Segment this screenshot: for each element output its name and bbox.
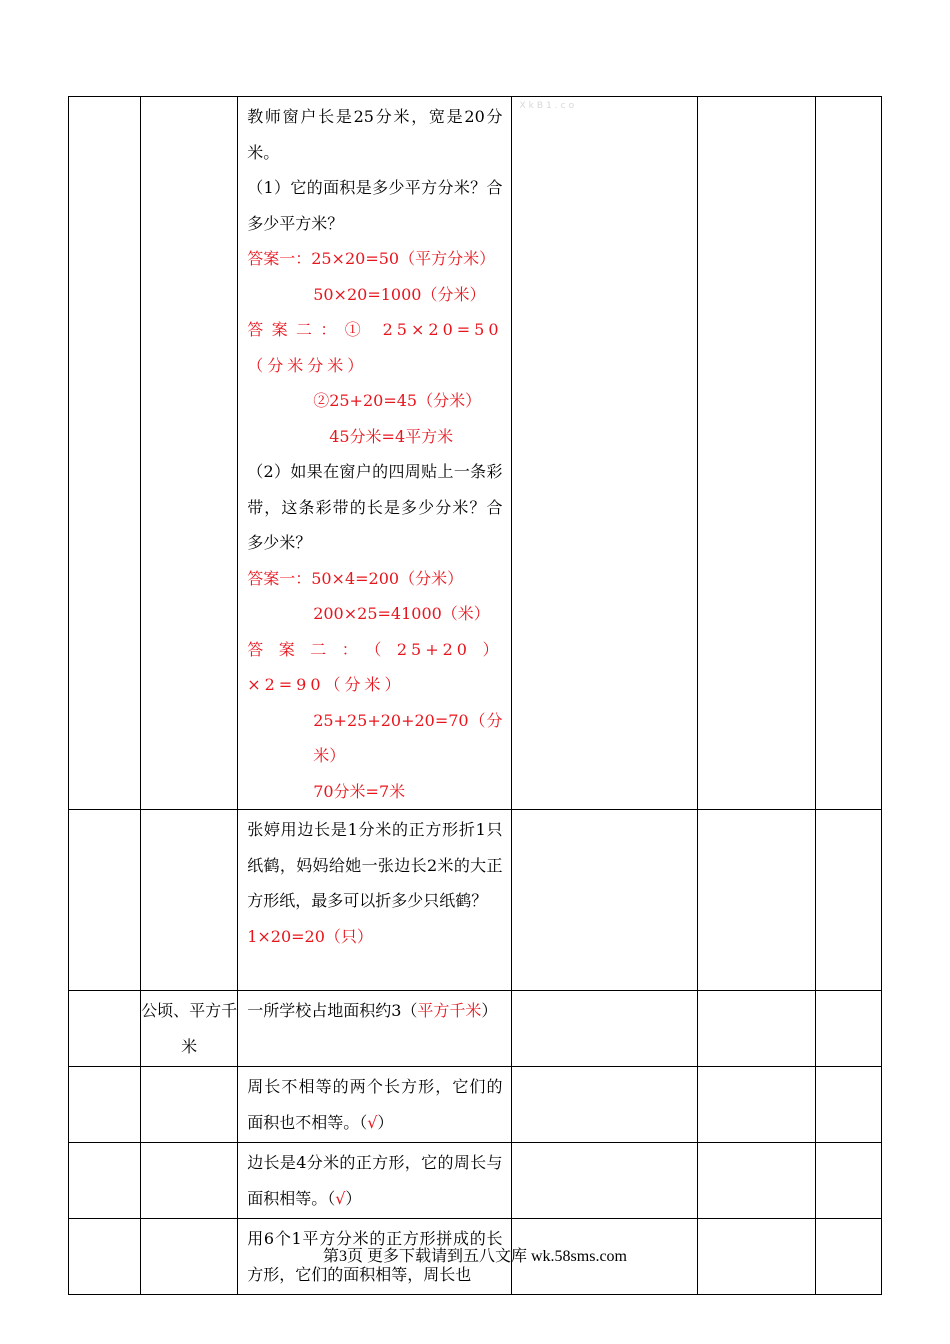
answer-line: 1×20=20（只） (247, 926, 373, 946)
table-cell (141, 810, 238, 991)
table-cell (815, 97, 881, 810)
question-suffix: ） (377, 1112, 394, 1132)
question-text (238, 810, 510, 954)
category-label: 公顷、平方千米 (141, 1001, 238, 1056)
worksheet-table (68, 96, 882, 1295)
table-cell (511, 1143, 697, 1219)
table-row (69, 991, 882, 1067)
table-cell (141, 1143, 238, 1219)
category-cell (141, 991, 238, 1067)
question-text (238, 1067, 510, 1140)
table-row (69, 1143, 882, 1219)
table-cell (511, 97, 697, 810)
table-cell (69, 810, 141, 991)
table-cell (69, 1143, 141, 1219)
answer-line: ②25+20=45（分米） (313, 391, 482, 410)
answer-line: 答案一：50×4=200（分米） (247, 568, 464, 588)
answer-line: 答案一：25×20=50（平方分米） (247, 249, 496, 268)
question-prefix: 周长不相等的两个长方形，它们的面积也不相等。（ (247, 1077, 503, 1132)
question-cell (238, 1067, 511, 1143)
question-cell (238, 810, 511, 991)
table-cell (815, 991, 881, 1067)
table-cell (69, 1067, 141, 1143)
question-prefix: 一所学校占地面积约3（ (247, 1001, 418, 1020)
answer-text: 平方千米 (417, 1001, 482, 1020)
page-footer: 第3页 更多下载请到五八文库 wk.58sms.com (322, 1248, 627, 1265)
question-prefix: 边长是4分米的正方形，它的周长与面积相等。（ (247, 1153, 503, 1208)
question-line: 教师窗户长是25分米，宽是20分米。 (247, 107, 503, 162)
answer-line: 50×20=1000（分米） (313, 284, 486, 304)
question-suffix: ） (345, 1188, 362, 1208)
watermark-text: XkB1.co (519, 101, 578, 111)
question-line: （1）它的面积是多少平方分米？合多少平方米？ (247, 178, 503, 233)
table-cell (697, 1067, 815, 1143)
table-cell (697, 1143, 815, 1219)
table-cell (697, 97, 815, 810)
answer-line: 45分米=4平方米 (329, 426, 454, 446)
question-text (238, 991, 510, 1029)
table-row (69, 1067, 882, 1143)
table-cell (815, 1067, 881, 1143)
table-cell (69, 97, 141, 810)
table-cell (69, 991, 141, 1067)
table-cell (815, 810, 881, 991)
table-cell (697, 991, 815, 1067)
question-line: （2）如果在窗户的四周贴上一条彩带，这条彩带的长是多少分米？合多少米？ (247, 462, 503, 552)
table-cell (697, 810, 815, 991)
question-text (238, 1143, 510, 1216)
question-line: 用6个1平方分米的正方形拼成的长方形，它们的面积相等，周长也 (247, 1229, 503, 1284)
answer-line: 答案二：（25+20）×2=90（分米） (247, 639, 503, 694)
question-cell (238, 1143, 511, 1219)
question-suffix: ） (481, 1001, 498, 1020)
table-cell (511, 810, 697, 991)
question-line: 张婷用边长是1分米的正方形折1只纸鹤，妈妈给她一张边长2米的大正方形纸，最多可以折多少只纸鹤？ (247, 820, 503, 910)
answer-line: 200×25=41000（米） (313, 604, 490, 623)
table-cell (511, 991, 697, 1067)
answer-line: 70分米=7米 (313, 781, 406, 801)
answer-text: √ (367, 1112, 378, 1132)
answer-line: 答案二：① 25×20=50（分米分米） (247, 320, 503, 375)
question-text (238, 97, 510, 809)
table-row (69, 97, 882, 810)
table-cell (815, 1143, 881, 1219)
table-cell (141, 97, 238, 810)
table-cell (141, 1067, 238, 1143)
table-cell (511, 1067, 697, 1143)
answer-text: √ (335, 1188, 346, 1208)
table-row (69, 810, 882, 991)
question-cell (238, 97, 511, 810)
question-cell (238, 991, 511, 1067)
answer-line: 25+25+20+20=70（分米） (313, 710, 503, 765)
